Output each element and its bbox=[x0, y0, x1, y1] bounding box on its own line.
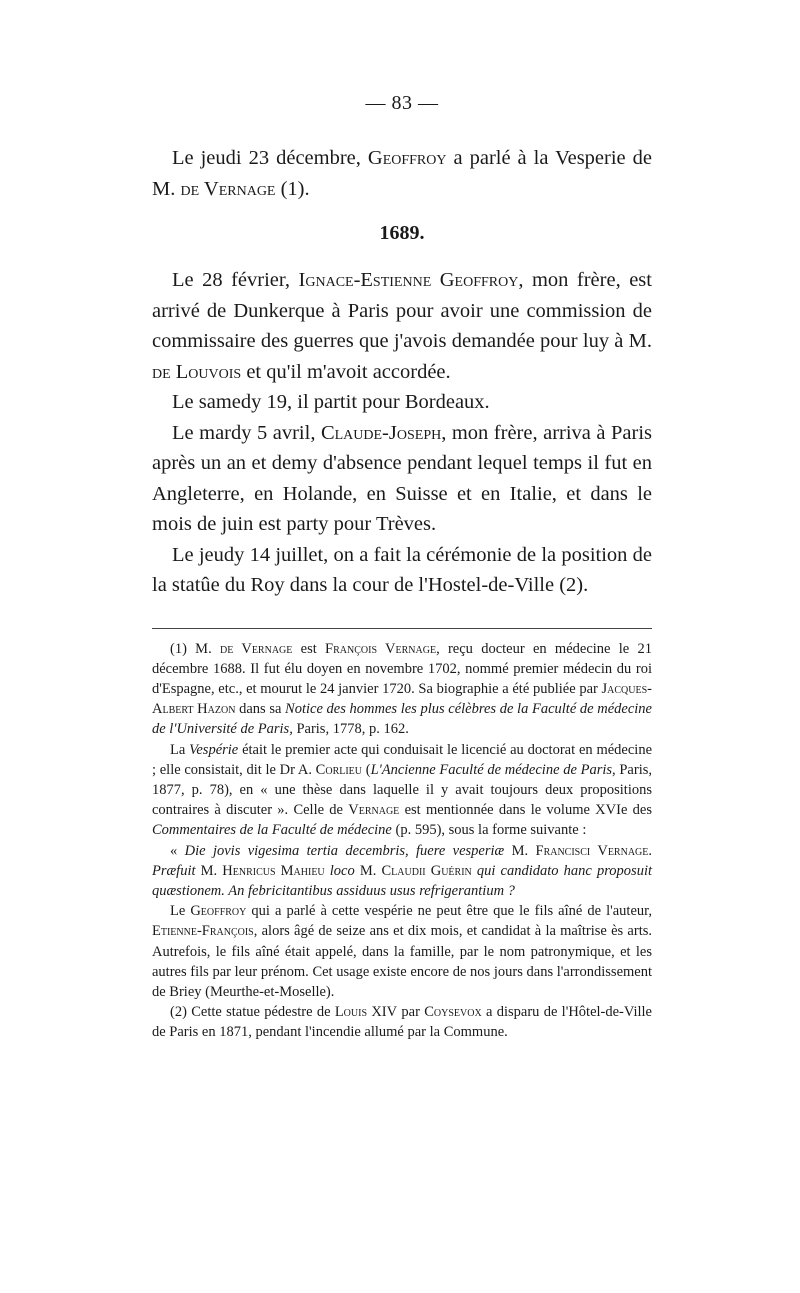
footnote-1: (1) M. de Vernage est François Vernage, reçu docteur en médecine le 21 décembre 1688. Il fut élu doyen en novembre 1702, nommé premier médecin du roi d'Espagne, etc., et mourut le 24 janvier 1720. Sa biographie a été publiée par Jacques-Albert Hazon dans sa Notice des hommes les plus célèbres de la Faculté de médecine de l'Université de Paris, Paris, 1778, p. 162. bbox=[152, 640, 652, 738]
footnote-2: (2) Cette statue pédestre de Louis XIV par Coysevox a disparu de l'Hôtel-de-Ville de Paris en 1871, pendant l'incendie allumé par la Commune. bbox=[152, 1004, 652, 1041]
year-heading: 1689. bbox=[379, 222, 425, 244]
paragraph-bordeaux: Le samedy 19, il partit pour Bordeaux. bbox=[172, 391, 490, 413]
paragraph-vesperie: Le jeudi 23 décembre, Geoffroy a parlé à la Vesperie de M. de Vernage (1). bbox=[152, 147, 652, 200]
paragraph-ignace: Le 28 février, Ignace-Estienne Geoffroy, mon frère, est arrivé de Dunkerque à Paris pour avoir une commission de commissaire des guerres que j'avois demandée pour luy à M. de Louvois et qu'il m'avoit accordée. bbox=[152, 269, 652, 383]
page-number: — 83 — bbox=[365, 92, 439, 114]
footnote-1-vesperie: La Vespérie était le premier acte qui conduisait le licencié au doctorat en médecine ; elle consistait, dit le Dr A. Corlieu (L'Ancienne Faculté de médecine de Paris, Paris, 1877, p. 78), en « une thèse dans laquelle il y avait toujours deux propositions contraires à discuter ». Celle de Vernage est mentionnée dans le volume XVIe des Commentaires de la Faculté de médecine (p. 595), sous la forme suivante : bbox=[152, 741, 653, 839]
footnotes bbox=[152, 639, 652, 1043]
footnote-1-latin-quote: « Die jovis vigesima tertia decembris, fuere vesperiæ M. Francisci Vernage. Præfuit M. Henricus Mahieu loco M. Claudii Guérin qui candidato hanc proposuit quæstionem. An febricitantibus assiduus usus refrigerantium ? bbox=[152, 842, 653, 899]
paragraph-statue: Le jeudy 14 juillet, on a fait la cérémonie de la position de la statûe du Roy dans la cour de l'Hostel-de-Ville (2). bbox=[152, 543, 652, 596]
footnote-separator bbox=[152, 628, 652, 629]
paragraph-claude-joseph: Le mardy 5 avril, Claude-Joseph, mon frère, arriva à Paris après un an et demy d'absence pendant lequel temps il fut en Angleterre, en Holande, en Suisse et en Italie, et dans le mois de juin est party pour Trèves. bbox=[152, 421, 652, 535]
footnote-1-geoffroy: Le Geoffroy qui a parlé à cette vespérie ne peut être que le fils aîné de l'auteur, Etienne-François, alors âgé de seize ans et dix mois, et candidat à la maîtrise ès arts. Autrefois, le fils aîné était appelé, dans la famille, par le nom patronymique, et les autres fils par leur prénom. Cet usage existe encore de nos jours dans l'arrondissement de Briey (Meurthe-et-Moselle). bbox=[152, 903, 652, 1000]
main-text bbox=[152, 143, 652, 601]
book-page bbox=[152, 92, 652, 1043]
